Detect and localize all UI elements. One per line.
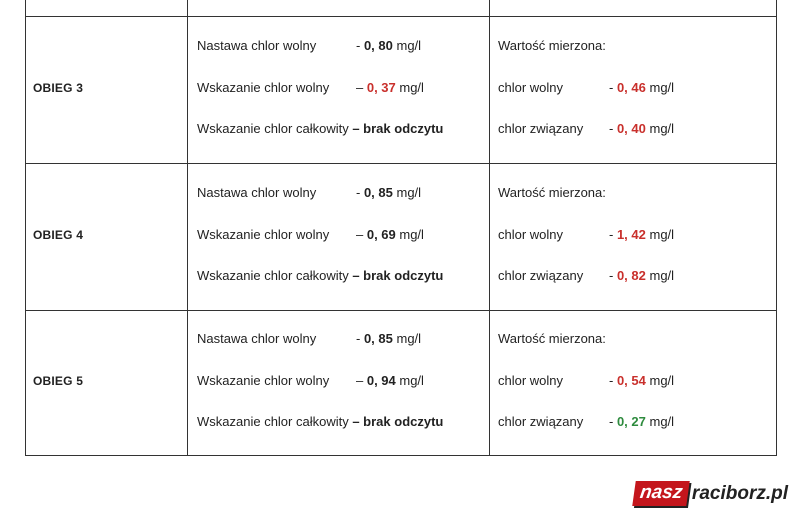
indication-free-line <box>197 80 329 95</box>
indication-free-label: Wskazanie chlor wolny <box>197 373 330 388</box>
indication-free-unit: mg/l <box>395 80 424 95</box>
bound-chlorine-label: chlor związany <box>498 268 584 283</box>
measured-title: Wartość mierzona: <box>498 331 606 346</box>
free-chlorine-value <box>609 373 674 388</box>
indication-total-line <box>197 414 443 429</box>
free-chlorine-unit: mg/l <box>645 80 675 95</box>
indication-free-line <box>197 227 329 242</box>
bound-chlorine-label: chlor związany <box>498 121 584 136</box>
measured-cell <box>490 311 777 458</box>
setpoint-label: Nastawa chlor wolny <box>197 38 317 53</box>
setpoint-number: 0, 85 <box>363 185 393 200</box>
measured-title: Wartość mierzona: <box>498 185 606 200</box>
setpoint-label: Nastawa chlor wolny <box>197 331 317 346</box>
bound-chlorine-unit: mg/l <box>645 268 675 283</box>
indication-free-line <box>197 373 329 388</box>
setpoint-number: 0, 85 <box>363 331 393 346</box>
setpoint-dash: - <box>356 38 364 53</box>
bound-chlorine-dash: - <box>609 414 617 429</box>
setpoint-dash: - <box>356 185 364 200</box>
table-row <box>25 311 777 455</box>
circuit-label: OBIEG 4 <box>33 228 84 242</box>
free-chlorine-dash: - <box>609 80 617 95</box>
indication-total-value: – brak odczytu <box>352 121 444 136</box>
bound-chlorine-dash: - <box>609 268 617 283</box>
indication-free-unit: mg/l <box>395 373 424 388</box>
measured-cell <box>490 17 777 164</box>
free-chlorine-label: chlor wolny <box>498 227 564 242</box>
table-row <box>25 17 777 163</box>
indication-free-label: Wskazanie chlor wolny <box>197 80 330 95</box>
setpoint-dash: - <box>356 331 364 346</box>
watermark-logo-box: nasz <box>632 481 690 506</box>
free-chlorine-value <box>609 80 674 95</box>
indication-free-label: Wskazanie chlor wolny <box>197 227 330 242</box>
setpoint-unit: mg/l <box>392 38 422 53</box>
measured-title: Wartość mierzona: <box>498 38 606 53</box>
bound-chlorine-unit: mg/l <box>645 414 675 429</box>
indication-total-label: Wskazanie chlor całkowity <box>197 268 349 283</box>
indication-free-dash: – <box>356 373 367 388</box>
free-chlorine-unit: mg/l <box>645 227 675 242</box>
free-chlorine-dash: - <box>609 373 617 388</box>
indication-total-value: – brak odczytu <box>352 268 444 283</box>
bound-chlorine-dash: - <box>609 121 617 136</box>
setpoint-unit: mg/l <box>392 331 422 346</box>
bound-chlorine-number: 0, 27 <box>616 414 646 429</box>
free-chlorine-label: chlor wolny <box>498 373 564 388</box>
indication-total-value: – brak odczytu <box>352 414 444 429</box>
indication-free-number: 0, 94 <box>366 373 396 388</box>
bound-chlorine-unit: mg/l <box>645 121 675 136</box>
indication-free-value <box>356 227 424 242</box>
circuit-label: OBIEG 5 <box>33 374 84 388</box>
bound-chlorine-value <box>609 268 674 283</box>
indication-free-number: 0, 37 <box>366 80 396 95</box>
free-chlorine-unit: mg/l <box>645 373 675 388</box>
bound-chlorine-number: 0, 82 <box>616 268 646 283</box>
setpoint-line <box>197 38 316 53</box>
watermark-logo-text: raciborz.pl <box>691 482 788 504</box>
free-chlorine-number: 0, 54 <box>616 373 646 388</box>
bound-chlorine-label: chlor związany <box>498 414 584 429</box>
indication-free-unit: mg/l <box>395 227 424 242</box>
setpoint-line <box>197 331 316 346</box>
setpoint-value <box>356 331 421 346</box>
bound-chlorine-value <box>609 121 674 136</box>
setpoint-unit: mg/l <box>392 185 422 200</box>
indication-total-line <box>197 268 443 283</box>
bound-chlorine-number: 0, 40 <box>616 121 646 136</box>
indication-free-value <box>356 80 424 95</box>
free-chlorine-value <box>609 227 674 242</box>
indication-total-label: Wskazanie chlor całkowity <box>197 121 349 136</box>
indication-free-dash: – <box>356 227 367 242</box>
table-row <box>25 164 777 310</box>
settings-cell <box>188 164 488 311</box>
circuit-label: OBIEG 3 <box>33 81 84 95</box>
free-chlorine-label: chlor wolny <box>498 80 564 95</box>
setpoint-label: Nastawa chlor wolny <box>197 185 317 200</box>
measured-cell <box>490 164 777 311</box>
free-chlorine-number: 1, 42 <box>616 227 646 242</box>
bound-chlorine-value <box>609 414 674 429</box>
setpoint-number: 0, 80 <box>363 38 393 53</box>
setpoint-line <box>197 185 316 200</box>
chlorine-table <box>25 0 777 456</box>
free-chlorine-number: 0, 46 <box>616 80 646 95</box>
setpoint-value <box>356 185 421 200</box>
settings-cell <box>188 17 488 164</box>
free-chlorine-dash: - <box>609 227 617 242</box>
setpoint-value <box>356 38 421 53</box>
indication-total-line <box>197 121 443 136</box>
site-watermark <box>634 481 788 506</box>
indication-free-number: 0, 69 <box>366 227 396 242</box>
settings-cell <box>188 311 488 458</box>
indication-free-dash: – <box>356 80 367 95</box>
indication-total-label: Wskazanie chlor całkowity <box>197 414 349 429</box>
indication-free-value <box>356 373 424 388</box>
